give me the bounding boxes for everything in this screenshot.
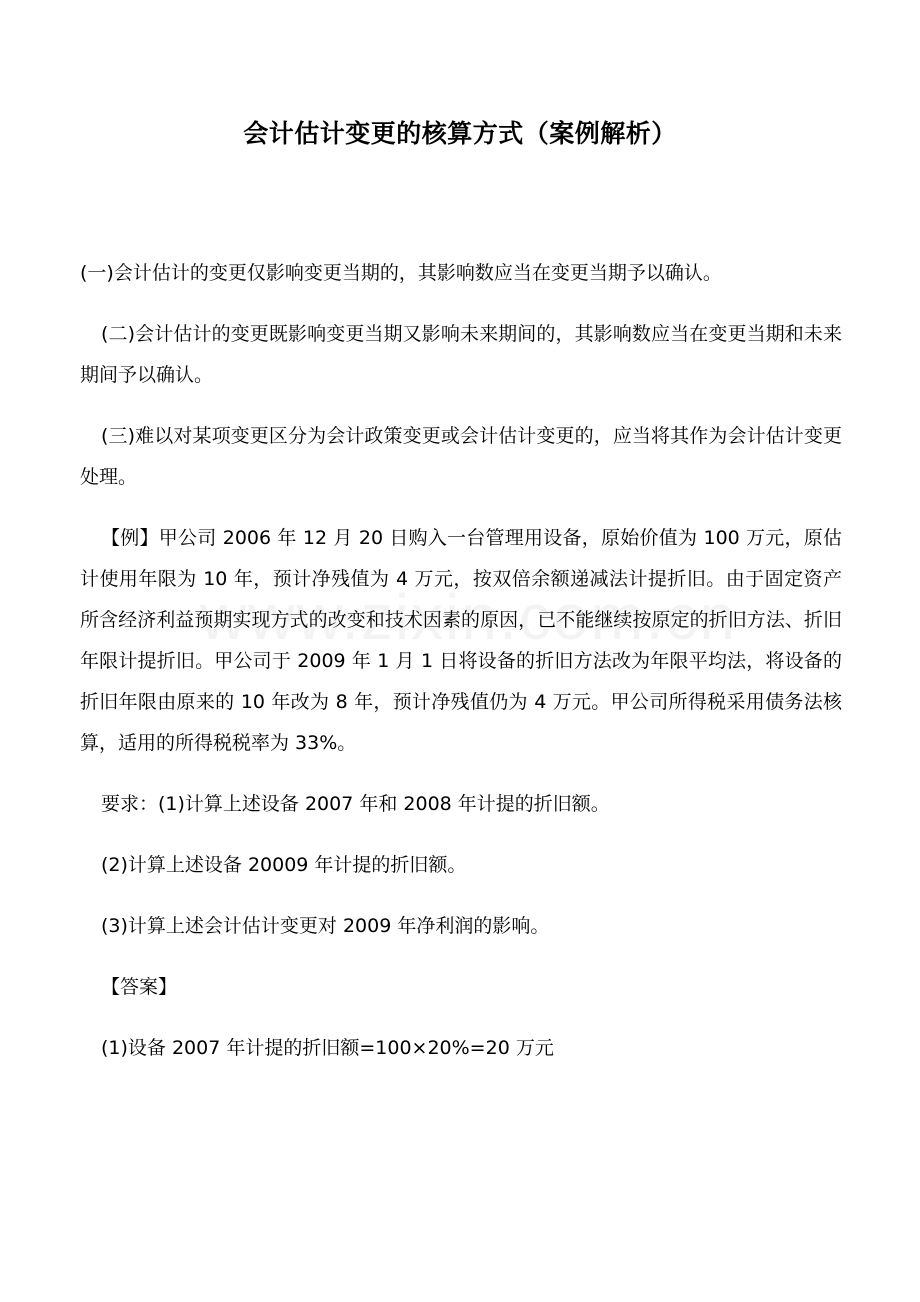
paragraph-rule-3: (三)难以对某项变更区分为会计政策变更或会计估计变更的，应当将其作为会计估计变更处理。 xyxy=(80,425,842,488)
paragraph-requirement-1: 要求：(1)计算上述设备 2007 年和 2008 年计提的折旧额。 xyxy=(101,793,610,815)
paragraph-example: 【例】甲公司 2006 年 12 月 20 日购入一台管理用设备，原始价值为 100 万元，原估计使用年限为 10 年，预计净残值为 4 万元，按双倍余额递减法计提折旧。由于固定资产所含经济利益预期实现方式的改变和技术因素的原因，已不能继续按原定的折旧方法、折旧年限计提折旧。甲公司于 2009 年 1 月 1 日将设备的折旧方法改为年限平均法，将设备的折旧年限由原来的 10 年改为 8 年，预计净残值仍为 4 万元。甲公司所得税采用债务法核算，适用的所得税税率为 33%。 xyxy=(80,527,842,754)
paragraph-answer-1: (1)设备 2007 年计提的折旧额=100×20%=20 万元 xyxy=(101,1037,554,1059)
paragraph-requirement-3: (3)计算上述会计估计变更对 2009 年净利润的影响。 xyxy=(101,915,550,937)
paragraph-answer-heading: 【答案】 xyxy=(101,976,178,998)
paragraph-rule-2: (二)会计估计的变更既影响变更当期又影响未来期间的，其影响数应当在变更当期和未来期间予以确认。 xyxy=(80,323,842,386)
paragraph-rule-1: (一)会计估计的变更仅影响变更当期的，其影响数应当在变更当期予以确认。 xyxy=(80,262,722,284)
document-title: 会计估计变更的核算方式（案例解析） xyxy=(243,119,677,148)
document-body xyxy=(80,253,842,1089)
paragraph-requirement-2: (2)计算上述设备 20009 年计提的折旧额。 xyxy=(101,854,467,876)
